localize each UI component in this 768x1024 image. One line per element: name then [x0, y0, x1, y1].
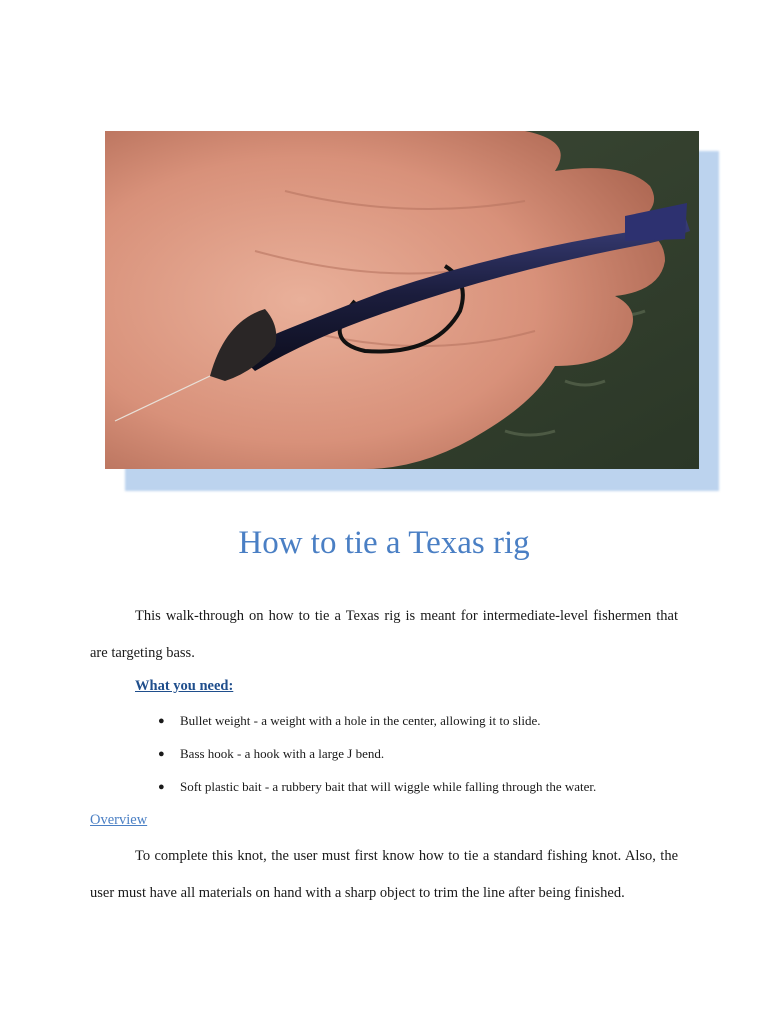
- list-item: ● Bass hook - a hook with a large J bend.: [158, 743, 596, 776]
- list-item: ● Soft plastic bait - a rubbery bait that will wiggle while falling through the water.: [158, 776, 596, 809]
- what-you-need-heading: What you need:: [135, 678, 234, 694]
- intro-paragraph: This walk-through on how to tie a Texas rig is meant for intermediate-level fishermen that are targeting bass.: [90, 608, 678, 661]
- bullet-icon: ●: [158, 748, 165, 760]
- overview-link[interactable]: Overview: [90, 812, 148, 828]
- page-title: How to tie a Texas rig: [238, 525, 530, 561]
- texas-rig-photo: [105, 131, 699, 469]
- bullet-icon: ●: [158, 781, 165, 793]
- list-item: ● Bullet weight - a weight with a hole in the center, allowing it to slide.: [158, 710, 596, 743]
- photo-frame: [105, 131, 699, 469]
- overview-paragraph: To complete this knot, the user must first know how to tie a standard fishing knot. Also, the user must have all materials on hand with a sharp object to trim the line after being finished.: [90, 848, 678, 901]
- materials-list: [158, 710, 596, 809]
- bullet-icon: ●: [158, 715, 165, 727]
